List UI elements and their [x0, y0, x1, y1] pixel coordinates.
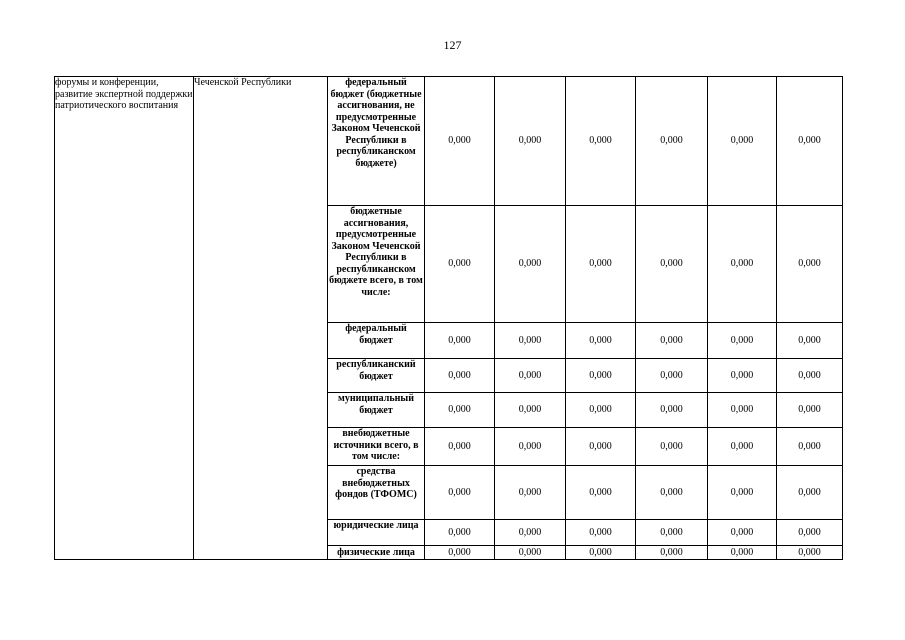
value-cell: 0,000 — [495, 206, 566, 323]
value-cell: 0,000 — [425, 206, 495, 323]
value-cell: 0,000 — [425, 546, 495, 560]
value-cell: 0,000 — [708, 323, 777, 359]
value-cell: 0,000 — [636, 520, 708, 546]
funding-source-label: республиканский бюджет — [328, 359, 425, 393]
value-cell: 0,000 — [566, 393, 636, 428]
value-cell: 0,000 — [777, 359, 843, 393]
region-cell: Чеченской Республики — [194, 77, 328, 560]
value-cell: 0,000 — [495, 359, 566, 393]
value-cell: 0,000 — [566, 206, 636, 323]
value-cell: 0,000 — [425, 77, 495, 206]
value-cell: 0,000 — [425, 323, 495, 359]
value-cell: 0,000 — [708, 393, 777, 428]
page-number: 127 — [443, 38, 462, 52]
table-row — [55, 77, 843, 206]
value-cell: 0,000 — [708, 428, 777, 466]
value-cell: 0,000 — [495, 323, 566, 359]
value-cell: 0,000 — [636, 428, 708, 466]
funding-table — [54, 76, 843, 560]
value-cell: 0,000 — [636, 206, 708, 323]
value-cell: 0,000 — [777, 323, 843, 359]
value-cell: 0,000 — [425, 520, 495, 546]
value-cell: 0,000 — [636, 77, 708, 206]
value-cell: 0,000 — [566, 546, 636, 560]
value-cell: 0,000 — [777, 206, 843, 323]
value-cell: 0,000 — [708, 77, 777, 206]
value-cell: 0,000 — [708, 520, 777, 546]
funding-source-label: федеральный бюджет — [328, 323, 425, 359]
value-cell: 0,000 — [495, 466, 566, 520]
value-cell: 0,000 — [495, 520, 566, 546]
value-cell: 0,000 — [566, 359, 636, 393]
value-cell: 0,000 — [636, 466, 708, 520]
value-cell: 0,000 — [777, 546, 843, 560]
value-cell: 0,000 — [636, 323, 708, 359]
value-cell: 0,000 — [636, 359, 708, 393]
value-cell: 0,000 — [636, 393, 708, 428]
value-cell: 0,000 — [495, 546, 566, 560]
funding-source-label: юридические лица — [328, 520, 425, 546]
value-cell: 0,000 — [425, 393, 495, 428]
value-cell: 0,000 — [777, 466, 843, 520]
funding-source-label: внебюджетные источники всего, в том числе: — [328, 428, 425, 466]
value-cell: 0,000 — [566, 323, 636, 359]
value-cell: 0,000 — [495, 393, 566, 428]
value-cell: 0,000 — [777, 393, 843, 428]
value-cell: 0,000 — [425, 359, 495, 393]
funding-source-label: средства внебюджетных фондов (ТФОМС) — [328, 466, 425, 520]
value-cell: 0,000 — [708, 359, 777, 393]
value-cell: 0,000 — [708, 206, 777, 323]
value-cell: 0,000 — [566, 466, 636, 520]
funding-source-label: физические лица — [328, 546, 425, 560]
value-cell: 0,000 — [425, 428, 495, 466]
funding-source-label: федеральный бюджет (бюджетные ассигнования, не предусмотренные Законом Чеченской Республики в республиканском бюджете) — [328, 77, 425, 206]
value-cell: 0,000 — [495, 428, 566, 466]
value-cell: 0,000 — [777, 520, 843, 546]
value-cell: 0,000 — [708, 466, 777, 520]
measure-description: форумы и конференции, развитие экспертной поддержки патриотического воспитания — [55, 77, 194, 560]
value-cell: 0,000 — [777, 77, 843, 206]
value-cell: 0,000 — [425, 466, 495, 520]
value-cell: 0,000 — [566, 520, 636, 546]
funding-source-label: муниципальный бюджет — [328, 393, 425, 428]
value-cell: 0,000 — [566, 428, 636, 466]
value-cell: 0,000 — [495, 77, 566, 206]
value-cell: 0,000 — [566, 77, 636, 206]
value-cell: 0,000 — [636, 546, 708, 560]
value-cell: 0,000 — [777, 428, 843, 466]
value-cell: 0,000 — [708, 546, 777, 560]
funding-source-label: бюджетные ассигнования, предусмотренные Законом Чеченской Республики в республиканском бюджете всего, в том числе: — [328, 206, 425, 323]
